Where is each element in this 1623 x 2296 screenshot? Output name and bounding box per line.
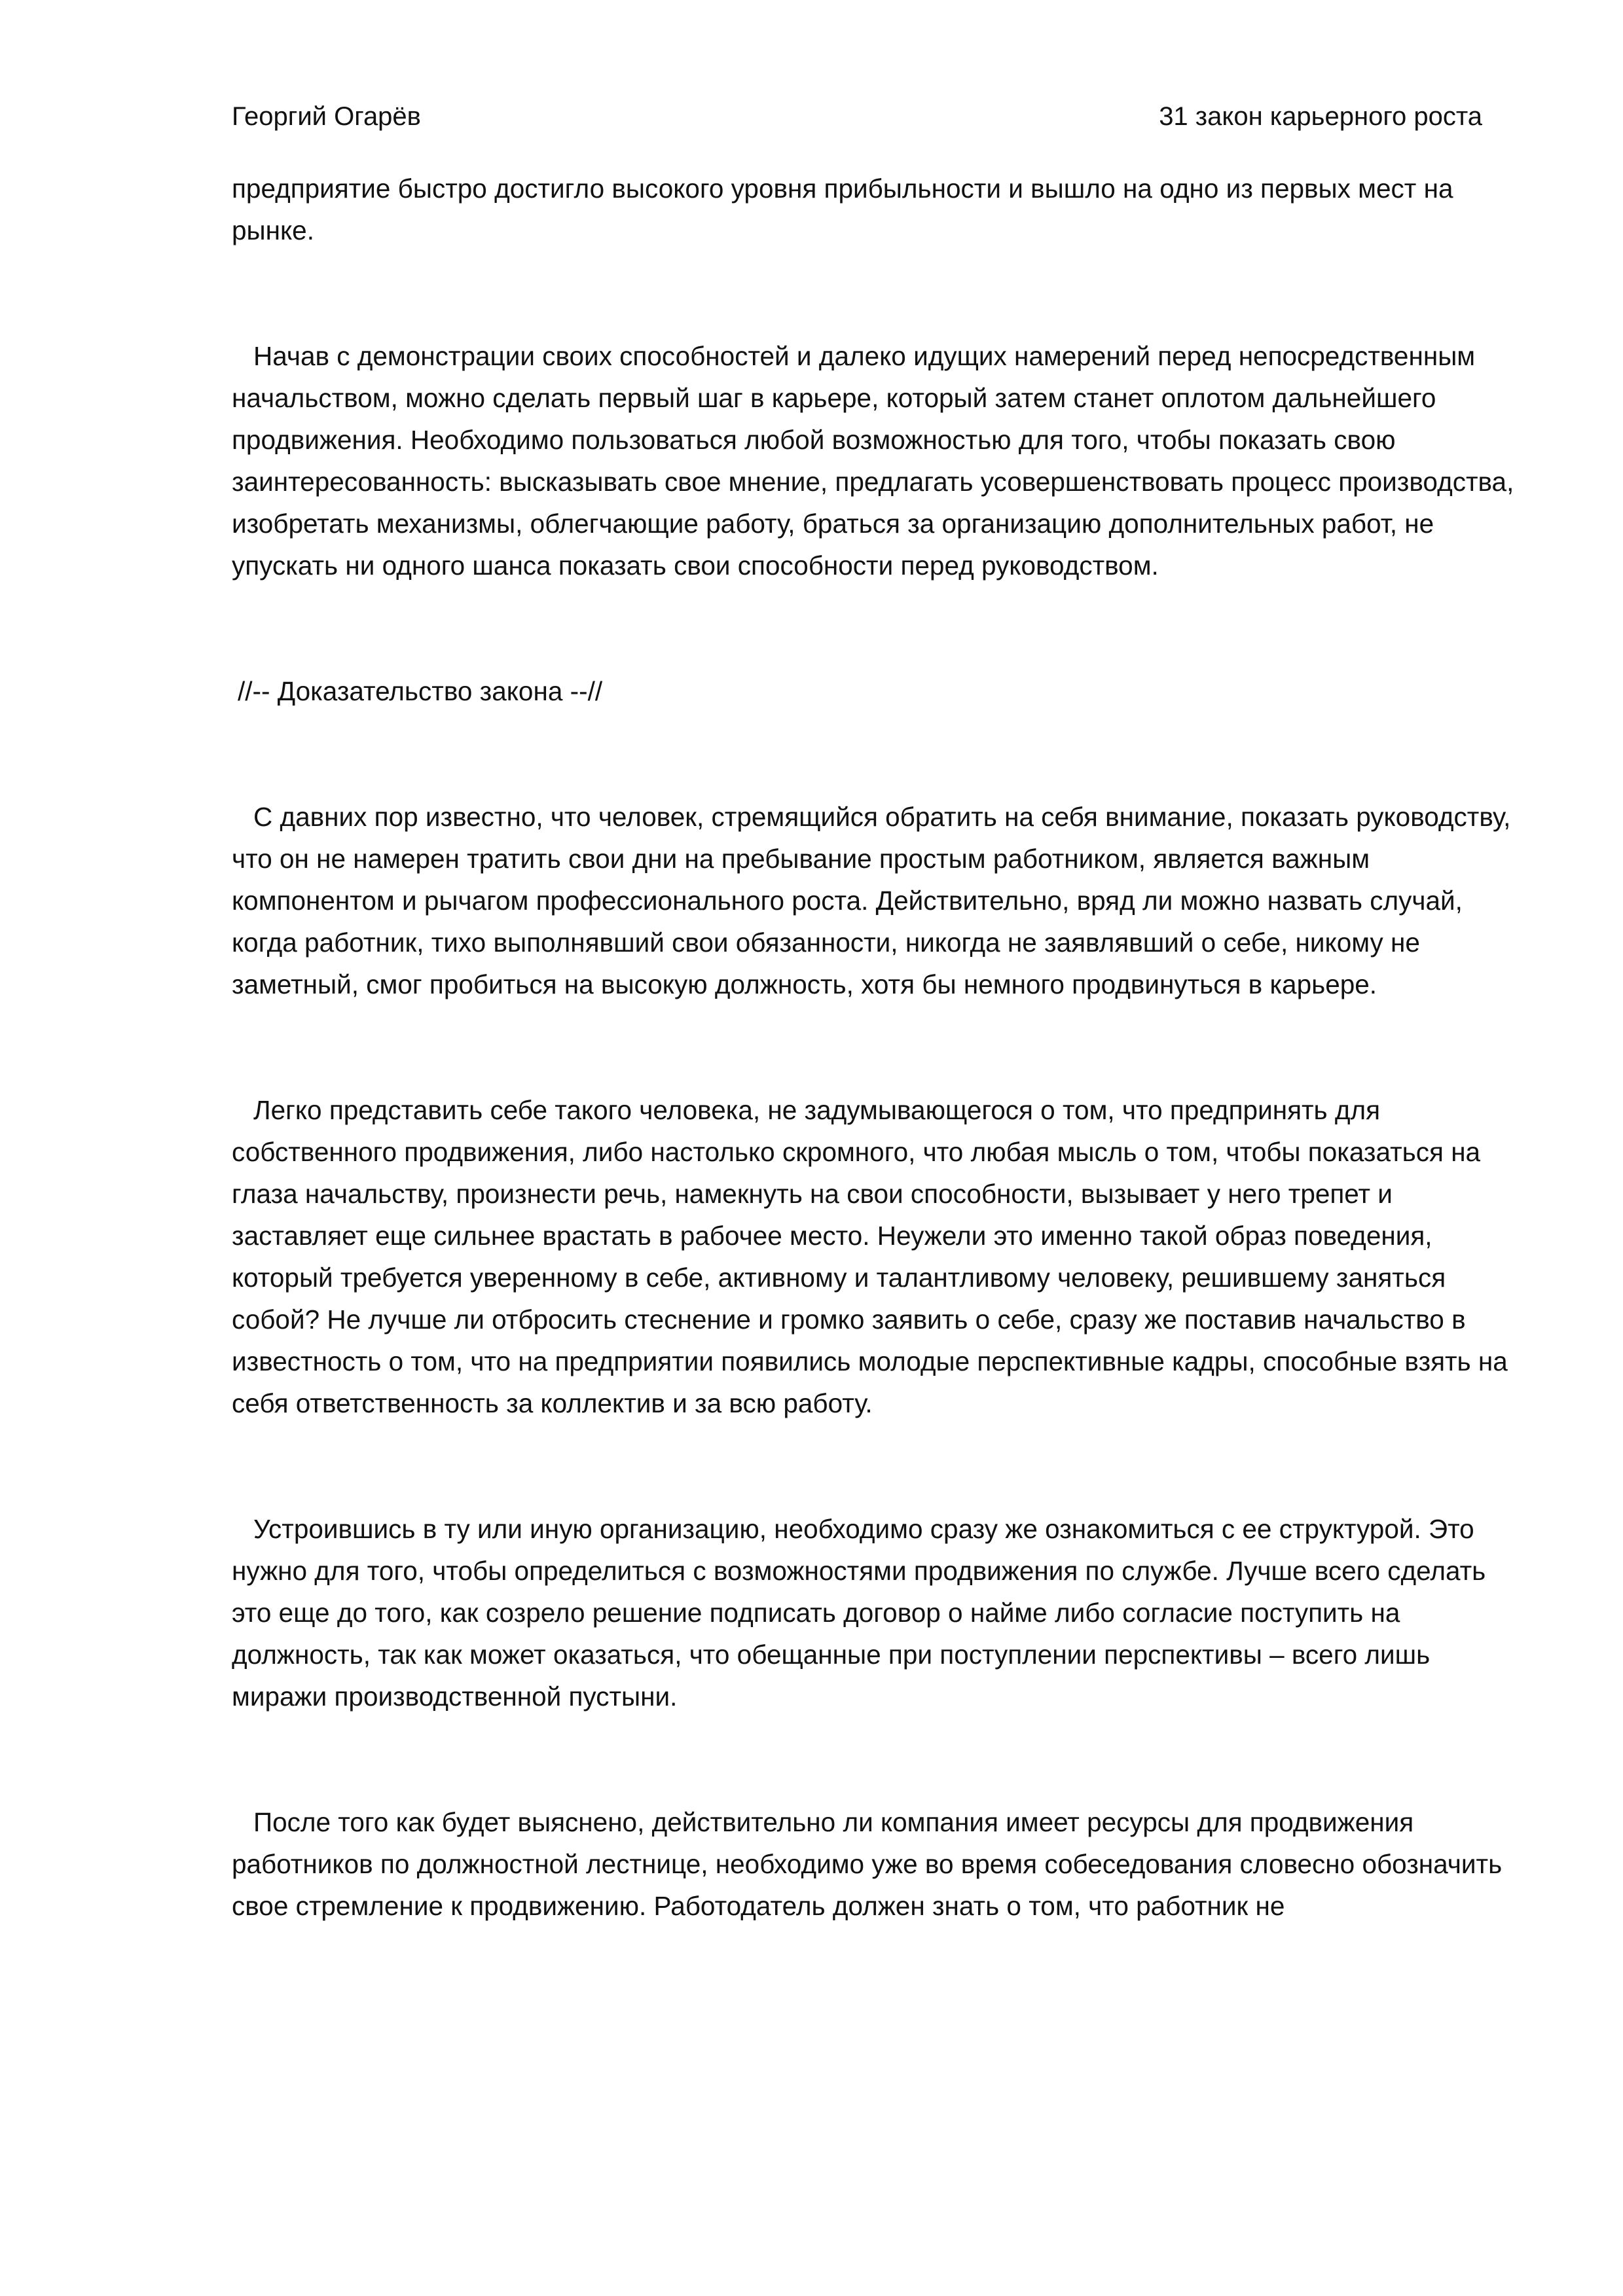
paragraph: Устроившись в ту или иную организацию, необходимо сразу же ознакомиться с ее структурой. Это нужно для того, чтобы определиться с возможностями продвижения по службе. Лучше всего сделать это еще до того, как созрело решение подписать договор о найме либо согласие поступить на должность, так как может оказаться, что обещанные при поступлении перспективы – всего лишь миражи производственной пустыни. [232, 1514, 1486, 1712]
paragraph-gap [232, 712, 1515, 796]
paragraph-gap [232, 1005, 1515, 1089]
paragraph-gap [232, 1717, 1515, 1801]
paragraph-gap [232, 1424, 1515, 1508]
document-body [232, 168, 1515, 1927]
paragraph: С давних пор известно, что человек, стремящийся обратить на себя внимание, показать руководству, что он не намерен тратить свои дни на пребывание простым работником, является важным компонентом и рычагом профессионального роста. Действительно, вряд ли можно назвать случай, когда работник, тихо выполнявший свои обязанности, никогда не заявлявший о себе, никому не заметный, смог пробиться на высокую должность, хотя бы немного продвинуться в карьере. [232, 802, 1511, 999]
header-book-title: 31 закон карьерного роста [1159, 102, 1482, 131]
section-heading: //-- Доказательство закона --// [238, 676, 603, 706]
page-header [232, 97, 1482, 136]
paragraph-gap [232, 251, 1515, 335]
paragraph: Легко представить себе такого человека, не задумывающегося о том, что предпринять для собственного продвижения, либо настолько скромного, что любая мысль о том, чтобы показаться на глаза начальству, произнести речь, намекнуть на свои способности, вызывает у него трепет и заставляет еще сильнее врастать в рабочее место. Неужели это именно такой образ поведения, который требуется уверенному в себе, активному и талантливому человеку, решившему заняться собой? Не лучше ли отбросить стеснение и громко заявить о себе, сразу же поставив начальство в известность о том, что на предприятии появились молодые перспективные кадры, способные взять на себя ответственность за коллектив и за всю работу. [232, 1095, 1508, 1418]
header-author: Георгий Огарёв [232, 102, 421, 131]
paragraph-gap [232, 586, 1515, 670]
paragraph-continuation: предприятие быстро достигло высокого уровня прибыльности и вышло на одно из первых мест на рынке. [232, 173, 1453, 245]
paragraph: Начав с демонстрации своих способностей и далеко идущих намерений перед непосредственным начальством, можно сделать первый шаг в карьере, который затем станет оплотом дальнейшего продвижения. Необходимо пользоваться любой возможностью для того, чтобы показать свою заинтересованность: высказывать свое мнение, предлагать усовершенствовать процесс производства, изобретать механизмы, облегчающие работу, браться за организацию дополнительных работ, не упускать ни одного шанса показать свои способности перед руководством. [232, 341, 1514, 581]
paragraph: После того как будет выяснено, действительно ли компания имеет ресурсы для продвижения работников по должностной лестнице, необходимо уже во время собеседования словесно обозначить свое стремление к продвижению. Работодатель должен знать о том, что работник не [232, 1807, 1503, 1921]
